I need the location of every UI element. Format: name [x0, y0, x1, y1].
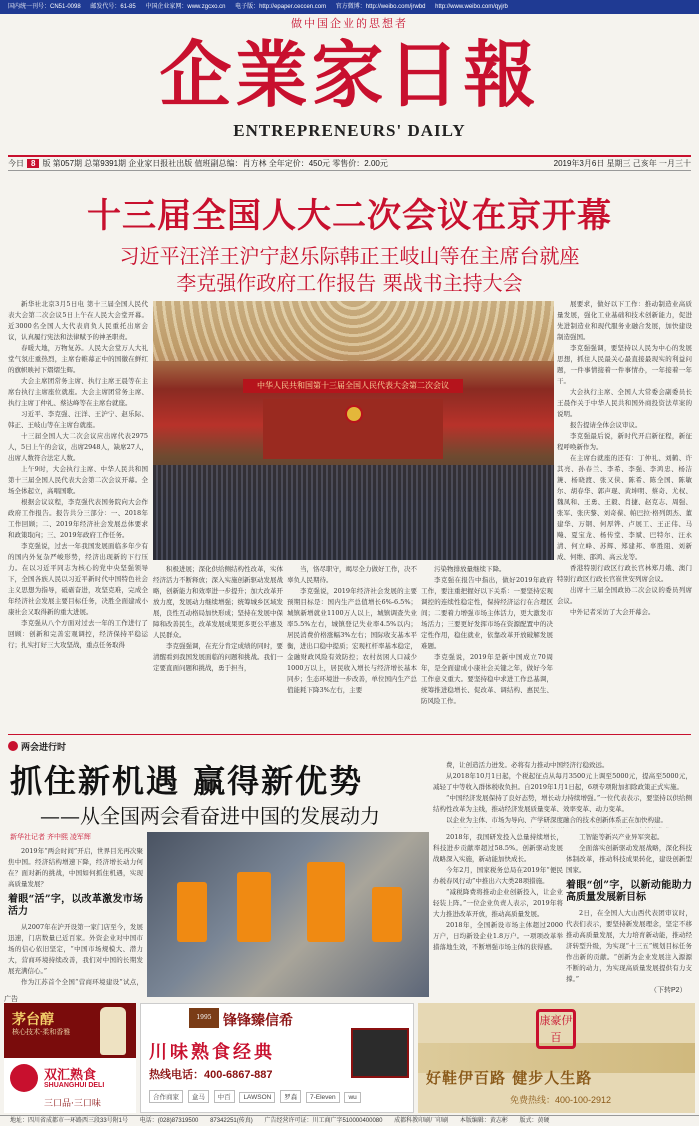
robot-arm-icon — [372, 887, 402, 942]
section-tag-label: 两会进行时 — [21, 742, 67, 752]
paragraph: 李克强从八个方面对过去一年的工作进行了回顾：创新和完善宏观调控，经济保持平稳运行；扎实打好三大攻坚战，重点任务取得 — [8, 619, 148, 649]
paragraph: 新华社北京3月5日电 第十三届全国人民代表大会第二次会议5日上午在人民大会堂开幕。近3000名全国人大代表肩负人民重托出席会议，认真履行宪法和法律赋予的神圣职责。 — [8, 300, 148, 341]
bottle-icon — [100, 1007, 126, 1055]
footer-item: 电话：(028)87319500 — [139, 1118, 199, 1124]
photo-caption — [433, 826, 692, 828]
lead-article-col2 — [153, 564, 283, 730]
robot-arm-icon — [177, 882, 207, 942]
paragraph: 从2007年在沪开设第一家门店至今，发展迅速，门店数量已近百家。外资企业对中国市场的信心依旧坚定，“中国市场规模大、潜力大，营商环境持续改善，我们对中国的长期发展充满信心。” — [8, 923, 143, 975]
section-divider — [8, 734, 691, 735]
topbar-item[interactable]: 电子版：http://epaper.ceccen.com — [235, 4, 327, 10]
ad2-brand: 锋锋臻信希 — [223, 1013, 293, 1029]
paragraph: 春暖大地，万物复苏。人民大会堂万人大礼堂气氛庄重热烈，主席台帷幕正中的国徽在鲜红的旗帜映衬下熠熠生辉。 — [8, 344, 148, 374]
paragraph: 2019年“两会时间”开启，世界目光再次聚焦中国。经济结构增速下降，经济增长动力何在？面对新的挑战，中国如何抓住机遇，实现高质量发展？ — [8, 847, 143, 888]
ad1-brand: 茅台醇 — [12, 1012, 54, 1028]
paragraph: 习近平、李克强、汪洋、王沪宁、赵乐际、韩正、王岐山等在主席台就座。 — [8, 410, 148, 429]
feature-byline: 新华社记者 齐中熙 凌军辉 — [10, 834, 91, 841]
section-dot-icon — [8, 741, 18, 751]
paragraph: 十三届全国人大二次会议应出席代表2975人，5日上午的会议，出席2948人，缺席27人，出席人数符合法定人数。 — [8, 432, 148, 462]
ad3-hotline: 免费热线：400-100-2912 — [510, 1095, 612, 1105]
paragraph: 2日，在全国人大山西代表团审议时，代表们表示，要坚持新发展理念，坚定不移推动高质量发展，大力培育新动能，推动经济转型升级，为实现“十三五”规划目标任务作出新的贡献。“创新为企业发展注入源源不断的动力，为实现高质量发展提供有力支撑。” — [566, 909, 692, 982]
ad-sichuan-food[interactable] — [140, 1003, 414, 1113]
paragraph: 2018年，全国新设市场主体超过2000万户，日均新设企业1.8万户。一项项改革举措落地生效，不断增强市场主体的获得感。 — [433, 921, 563, 951]
paragraph: 李克强强调，要坚持以人民为中心的发展思想，抓住人民最关心最直接最现实的利益问题，一件事情接着一件事情办，一年接着一年干。 — [557, 344, 692, 385]
shuanghui-logo-icon — [10, 1064, 38, 1092]
paragraph: 李克强在报告中指出，做好2019年政府工作，要注重把握好以下关系：一要坚持宏观调控的连续性稳定性，保持经济运行在合理区间；二要着力增强市场主体活力，更大激发市场活力；三要更好发挥市场在资源配置中的决定性作用，稳住就业，依靠改革开放破解发展难题。 — [421, 576, 553, 650]
partner-logo: 罗森 — [280, 1090, 301, 1103]
paragraph: “减税降费将推动企业创新投入，让企业轻装上阵。”一位企业负责人表示，2019年将大力推进改革开放，推动高质量发展。 — [433, 888, 563, 918]
paragraph: 报告提请全体会议审议。 — [570, 421, 642, 429]
paragraph: 从2018年10月1日起，个税起征点从每月3500元上调至5000元，提高至5000元，减轻了中等收入群体税收负担。自2019年1月1日起，6项专项附加扣除政策正式实施。 — [433, 772, 692, 791]
feature-col1 — [8, 846, 143, 986]
lead-article-col3 — [287, 564, 417, 730]
section-tag — [8, 740, 66, 754]
top-info-bar — [0, 0, 699, 14]
ad1-bottom — [4, 1058, 136, 1113]
partner-logo: 合作商家 — [149, 1090, 183, 1103]
feature-headline[interactable]: 抓住新机遇 赢得新优势 — [10, 762, 364, 800]
ad1-top — [4, 1003, 136, 1058]
ad2-partners — [149, 1090, 409, 1103]
lead-article-col5 — [557, 299, 692, 729]
topbar-item[interactable]: 官方微博：http://weibo.com/jrwbd — [335, 4, 426, 10]
national-emblem-icon — [345, 405, 363, 423]
paragraph: 作为江苏首个全国“营商环境建设”试点， — [21, 978, 143, 986]
footer-item: 版式：黄硬 — [519, 1118, 550, 1124]
feature-subtitle: ——从全国两会看奋进中国的发展动力 — [40, 804, 380, 828]
paragraph: 今年2月，国家税务总局在2019年“便民办税春风行动”中推出六大类28项措施。 — [433, 866, 563, 885]
paragraph: 全面落实创新驱动发展战略，深化科技体制改革，推动科技成果转化，建设创新型国家。 — [566, 844, 692, 874]
issue-details: 版 第057期 总第9391期 企业家日报社出版 值班副总编：肖方林 全年定价：450元 零售价：2.00元 — [42, 159, 388, 168]
paragraph: 李克强说，2019年是新中国成立70周年，是全面建成小康社会关键之年，做好今年工作意义重大。要坚持稳中求进工作总基调，统筹推进稳增长、促改革、调结构、惠民生、防风险工作。 — [421, 653, 553, 705]
footer-item: 地址：四川省成都市一环路西三段33号附1号 — [10, 1118, 129, 1124]
paragraph: 香港特别行政区行政长官林郑月娥、澳门特别行政区行政长官崔世安列席会议。 — [557, 564, 692, 583]
topbar-item: 邮发代号：61-85 — [90, 4, 136, 10]
masthead-english: ENTREPRENEURS' DAILY — [233, 121, 466, 140]
feature-col4 — [566, 832, 692, 982]
ad3-seal: 康豪伊百 — [536, 1009, 576, 1049]
masthead-slogan: 做中国企业的思想者 — [291, 17, 408, 30]
lead-subtitle-2: 李克强作政府工作报告 栗战书主持大会 — [176, 271, 523, 295]
topbar-item[interactable]: 中国企业家网：www.zgcxo.cn — [145, 4, 226, 10]
hall-banner: 中华人民共和国第十三届全国人民代表大会第二次会议 — [243, 379, 463, 393]
paragraph: “中国经济发展保持了良好态势，增长动力持续增强。”一位代表表示，要坚持以供给侧结构性改革为主线，推动经济发展质量变革、效率变革、动力变革。 — [433, 794, 692, 813]
partner-logo: 盒马 — [188, 1090, 209, 1103]
ad1-company-en: SHUANGHUI DELI — [44, 1082, 105, 1089]
footer-item: 87342251(传真) — [210, 1118, 253, 1124]
continued-on-page-link[interactable]: （下转P2） — [650, 987, 687, 994]
paragraph: 李克强最后说，新时代开启新征程，新征程呼唤新作为。 — [557, 432, 692, 451]
paragraph: 李克强说，过去一年我国发展面临多年少有的国内外复杂严峻形势，经济出现新的下行压力。在以习近平同志为核心的党中央坚强领导下，全国各族人民以习近平新时代中国特色社会主义思想为指导，砥砺奋进，攻坚克难，完成全年经济社会发展主要目标任务，决胜全面建成小康社会又取得新的重大进展。 — [8, 542, 148, 616]
paragraph: 展要求，做好以下工作：推动制造业高质量发展，强化工业基础和技术创新能力，促进先进制造业和现代服务业融合发展，加快建设制造强国。 — [557, 300, 692, 341]
lead-subtitle-1: 习近平汪洋王沪宁赵乐际韩正王岐山等在主席台就座 — [119, 244, 580, 268]
paragraph: 中外记者采访了大会开幕会。 — [570, 608, 655, 616]
ad3-slogan: 好鞋伊百路 健步人生路 — [426, 1069, 593, 1087]
footer-item: 成都科教印刷厂印刷 — [394, 1118, 449, 1124]
paragraph: 大会执行主席、全国人大常委会副委员长王晨作关于中华人民共和国外商投资法草案的说明。 — [557, 388, 692, 418]
paragraph: 当，恪尽职守，竭尽全力做好工作，决不辜负人民期待。 — [287, 565, 417, 584]
paragraph: 污染物排放量继续下降。 — [434, 565, 506, 573]
ad2-tagline: 川味熟食经典 — [149, 1042, 275, 1063]
topbar-item[interactable]: http://www.weibo.com/qyjrb — [435, 4, 508, 10]
ad-yibailu-shoes[interactable] — [418, 1003, 695, 1113]
ceiling-lights — [153, 301, 554, 361]
ad-label: 广告 — [4, 996, 18, 1003]
feature-subhead-1: 着眼“活”字，以改革激发市场活力 — [8, 894, 143, 917]
paragraph: 李克强说，2019年经济社会发展的主要预期目标是：国内生产总值增长6%-6.5%；城镇新增就业1100万人以上，城镇调查失业率5.5%左右，城镇登记失业率4.5%以内；居民消费价格涨幅3%左右；国际收支基本平衡，进出口稳中提质；宏观杠杆率基本稳定，金融财政风险有效防控；农村贫困人口减少1000万以上，居民收入增长与经济增长基本同步；生态环境进一步改善，单位国内生产总值能耗下降3%左右，主要 — [287, 587, 417, 694]
lead-article-col4 — [421, 564, 553, 730]
feature-col2 — [433, 760, 692, 828]
today-label: 今日 — [8, 159, 24, 168]
paragraph: 积极进展；深化供给侧结构性改革，实体经济活力不断释放；深入实施创新驱动发展战略，创新能力和效率进一步提升；加大改革开放力度，发展动力继续增强；统筹城乡区域发展，良性互动格局加快形成；坚持在发展中保障和改善民生，改革发展成果更多更公平惠及人民群众。 — [153, 565, 283, 639]
congress-hall-photo — [153, 301, 554, 560]
topbar-item: 国内统一刊号：CN51-0098 — [8, 4, 81, 10]
paragraph: 上午9时，大会执行主席、中华人民共和国第十三届全国人民代表大会第二次会议开幕。全场全体起立，高唱国歌。 — [8, 465, 148, 495]
partner-logo: LAWSON — [239, 1092, 275, 1103]
ad-shuanghui[interactable] — [4, 1003, 136, 1113]
paragraph: 在主席台就座的还有：丁仲礼、刘鹤、许其亮、孙春兰、李希、李强、李鸿忠、杨洁篪、杨晓渡、张又侠、陈希、陈全国、陈敏尔、胡春华、郭声琨、黄坤明、蔡奇、尤权、魏凤和、王勇、王毅、肖捷、赵克志、周强、张军、张庆黎、刘奇葆、帕巴拉·格列朗杰、董建华、万钢、何厚铧、卢展工、王正伟、马飚、夏宝龙、杨传堂、李斌、巴特尔、汪永清、何立峰、苏辉、郑建邦、辜胜阻、刘新成、何维、邵鸿、高云龙等。 — [557, 454, 692, 561]
store-front-icon — [351, 1028, 409, 1078]
issue-info-bar — [8, 155, 691, 171]
paragraph: 费，让创造活力迸发。必将有力推动中国经济行稳致远。 — [446, 761, 609, 769]
page-footer — [0, 1115, 699, 1126]
page-count-badge: 8 — [27, 159, 39, 168]
ad2-phone: 热线电话：400-6867-887 — [149, 1069, 273, 1081]
partner-logo: 中百 — [214, 1090, 235, 1103]
lead-article-col1 — [8, 299, 148, 729]
paragraph: 出席十三届全国政协二次会议的委员列席会议。 — [557, 586, 692, 605]
paragraph: 根据会议议程，李克强代表国务院向大会作政府工作报告。报告共分三部分：一、2018年工作回顾；二、2019年经济社会发展总体要求和政策取向；三、2019年政府工作任务。 — [8, 498, 148, 539]
footer-item: 本版编辑：黄志彬 — [459, 1118, 508, 1124]
footer-item: 广告经营许可证：川工商广字510000400080 — [264, 1118, 383, 1124]
feature-col3 — [433, 832, 563, 982]
ad1-tagline: 三口品·三口味 — [44, 1099, 101, 1109]
paragraph: 2018年，我国研发投入总量持续增长，科技进步贡献率超过58.5%。创新驱动发展战略深入实施，新动能加快成长。 — [433, 833, 563, 863]
paragraph: 以企业为主体、市场为导向、产学研深度融合的技术创新体系正在加快构建。 — [446, 816, 667, 824]
ad1-slogan: 核心技术·柔和香雅 — [12, 1028, 71, 1036]
issue-date: 2019年3月6日 星期三 己亥年 一月三十 — [553, 159, 691, 168]
paragraph: 李克强强调，在充分肯定成绩的同时，要清醒看到我国发展面临的问题和挑战。我们一定要直面问题和挑战，勇于担当， — [153, 642, 283, 672]
partner-logo: wu — [344, 1092, 360, 1103]
partner-logo: 7-Eleven — [306, 1092, 340, 1103]
robot-factory-photo — [147, 832, 429, 997]
masthead-title: 企業家日報 — [159, 32, 540, 117]
ad2-logo: 1995 — [189, 1008, 219, 1028]
robot-arm-icon — [307, 862, 345, 942]
paragraph: 工智能等新兴产业异军突起。 — [579, 833, 664, 841]
ad1-company-cn: 双汇熟食 — [44, 1068, 97, 1083]
lead-headline[interactable]: 十三届全国人大二次会议在京开幕 — [87, 196, 612, 236]
audience-seats — [153, 465, 554, 560]
paragraph: 大会主席团常务主席、执行主席王晨等在主席台执行主席座位就座。大会主席团常务主席、执行主席丁仲礼、蔡达峰等在主席台就座。 — [8, 377, 148, 407]
feature-subhead-2: 着眼“创”字，以新动能助力高质量发展新目标 — [566, 880, 692, 903]
robot-arm-icon — [237, 872, 271, 942]
